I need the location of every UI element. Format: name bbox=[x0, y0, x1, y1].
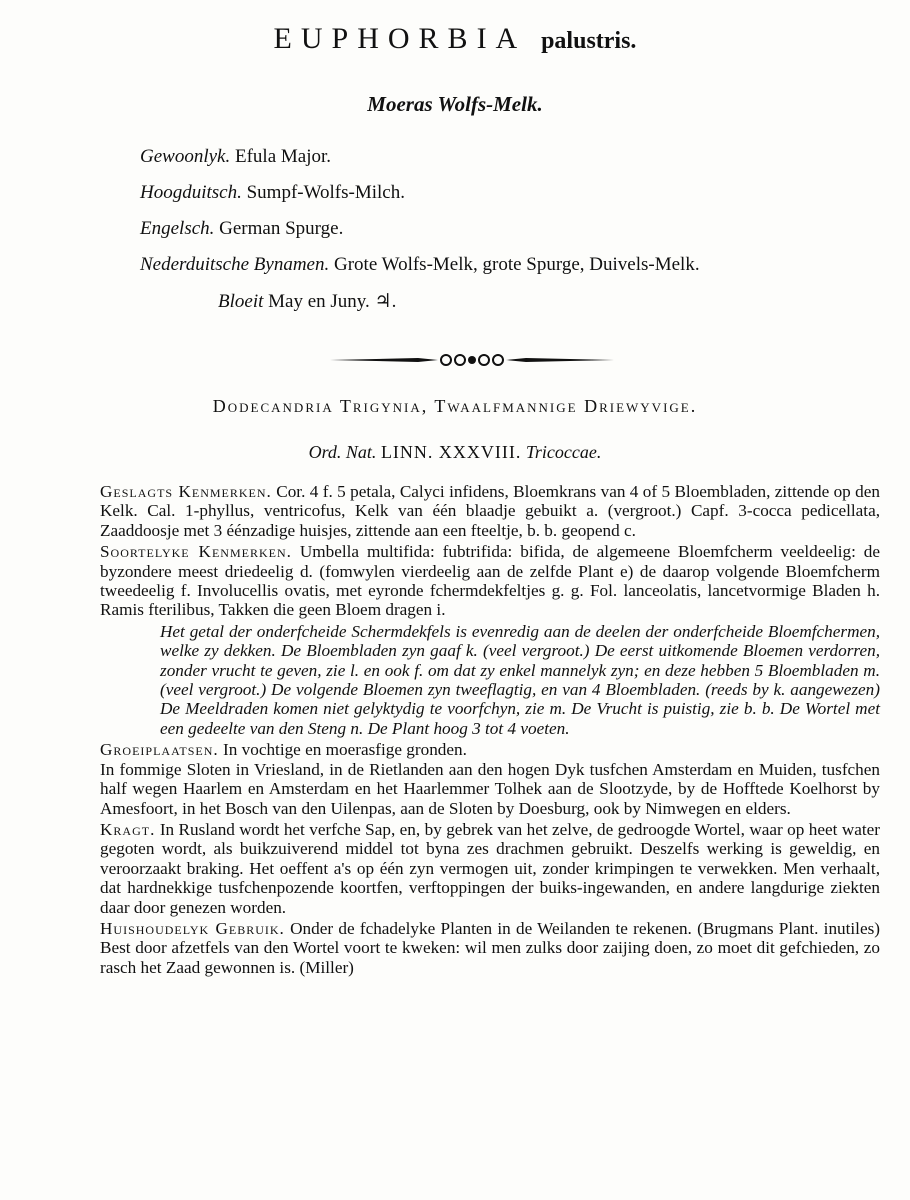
vernacular-names bbox=[140, 146, 700, 326]
name-label: Hoogduitsch. bbox=[140, 182, 242, 203]
page-title bbox=[0, 22, 910, 56]
name-label: Engelsch. bbox=[140, 218, 215, 239]
household-use-paragraph bbox=[100, 919, 880, 977]
name-label: Gewoonlyk. bbox=[140, 146, 231, 167]
section-text: Cor. 4 f. 5 petala, Calyci infidens, Bloemkrans van 4 of 5 Bloembladen, zittende op den Kelk. Cal. 1-phyllus, ventricofus, Kelk van één blaadje gebuikt a. (vergroot.) Capf. 3-cocca pedicellata, Zaaddoosje met 3 éénzadige huisjes, zittende aan een fteeltje, b. b. geopend c. bbox=[100, 482, 880, 540]
section-heading: Huishoudelyk Gebruik. bbox=[100, 918, 285, 938]
genus-characters-paragraph bbox=[100, 482, 880, 540]
descriptive-note: Het getal der onderfcheide Schermdekfels is evenredig aan de deelen der onderfcheide Bloemfchermen, welke zy dekken. De Bloembladen zyn gaaf k. (veel vergroot.) De eerst uitkomende Bloemen verdorren, zonder vrucht te geven, zie l. en ook f. om dat zy enkel mannelyk zyn; en deze hebben 5 Bloembladen m. (veel vergroot.) De volgende Bloemen zyn tweeflagtig, en van 4 Bloembladen. (reeds by k. aangewezen) De Meeldraden komen niet gelyktydig te voorfchyn, zie m. De Vrucht is puistig, zie b. b. De Wortel met een gedeelte van den Steng n. De Plant hoog 3 tot 4 voeten. bbox=[160, 621, 880, 738]
dutch-name-subtitle: Moeras Wolfs-Melk. bbox=[367, 92, 543, 116]
name-value: German Spurge. bbox=[219, 218, 344, 239]
habitat-paragraph bbox=[100, 740, 880, 759]
properties-paragraph bbox=[100, 820, 880, 917]
section-heading: Kragt. bbox=[100, 819, 156, 839]
ornament-divider-icon bbox=[328, 352, 616, 368]
name-row-dutch-synonyms bbox=[140, 254, 700, 290]
name-row-german bbox=[140, 182, 700, 218]
section-text: In vochtige en moerasfige gronden. bbox=[223, 740, 467, 760]
name-value: May en Juny. ♃. bbox=[268, 291, 397, 312]
localities-paragraph: In fommige Sloten in Vriesland, in de Rietlanden aan den hogen Dyk tusfchen Amsterdam en Muiden, tusfchen half wegen Haarlem en Amsterdam en het Haarlemmer Tolhek aan de Slootzyde, by de Hofftede Koelhorst by Amesfoort, in het Bosch van den Uilenpas, aan de Sloten by Doesburg, ook by Nimwegen en elders. bbox=[100, 759, 880, 818]
name-value: Grote Wolfs-Melk, grote Spurge, Duivels-Melk. bbox=[334, 254, 700, 275]
name-label: Nederduitsche Bynamen. bbox=[140, 254, 330, 275]
genus-name: EUPHORBIA bbox=[273, 22, 525, 55]
natural-order bbox=[0, 442, 910, 463]
name-row-common bbox=[140, 146, 700, 182]
name-row-flowering bbox=[140, 290, 700, 326]
name-row-english bbox=[140, 218, 700, 254]
ordnat-linn: LINN. XXXVIII. bbox=[380, 442, 522, 462]
section-heading: Geslagts Kenmerken. bbox=[100, 482, 272, 501]
ordnat-prefix: Ord. Nat. bbox=[308, 442, 377, 462]
name-label: Bloeit bbox=[218, 291, 264, 312]
section-text: Onder de fchadelyke Planten in de Weilanden te rekenen. (Brugmans Plant. inutiles) Best door afzetfels van den Wortel voort te kweken: wil men zulks door zaijing doen, zo moet dit gefchieden, zo rasch het Zaad gewonnen is. (Miller) bbox=[100, 918, 881, 977]
name-value: Efula Major. bbox=[234, 146, 332, 167]
species-name: palustris. bbox=[541, 28, 637, 54]
section-text: In Rusland wordt het verfche Sap, en, by gebrek van het zelve, de gedroogde Wortel, waar op heet water gegoten wordt, als buikzuiverend middel tot byna zes drachmen gebruikt. Deszelfs werking is geweldig, en veroorzaakt braking. Het oeffent a's op één zyn vermogen uit, zonder krimpingen te verwekken. Men verhaalt, dat hardnekkige tusfchenpozende koortfen, verftoppingen der buiks-ingewanden, en andere langdurige ziekten daar door genezen worden. bbox=[100, 819, 880, 917]
section-heading: Groeiplaatsen. bbox=[100, 740, 219, 760]
ordnat-family: Tricoccae. bbox=[525, 442, 602, 462]
linnaean-classification: Dodecandria Trigynia, Twaalfmannige Driewyvige. bbox=[212, 396, 698, 416]
description-body bbox=[100, 482, 880, 977]
name-value: Sumpf-Wolfs-Milch. bbox=[246, 182, 405, 203]
section-text: Umbella multifida: fubtrifida: bifida, de algemeene Bloemfcherm veeldeelig: de byzondere meest driedeelig d. (fomwylen vierdeelig aan de zelfde Plant e) de daarop volgende Bloemfcherm tweedeelig f. Involucellis ovatis, met eyronde fchermdekfeltjes g. g. Fol. lanceolatis, lancetvormige Bladen h. Ramis fterilibus, Takken die geen Bloem dragen i. bbox=[100, 542, 881, 620]
section-heading: Soortelyke Kenmerken. bbox=[100, 542, 292, 562]
species-characters-paragraph bbox=[100, 542, 880, 620]
